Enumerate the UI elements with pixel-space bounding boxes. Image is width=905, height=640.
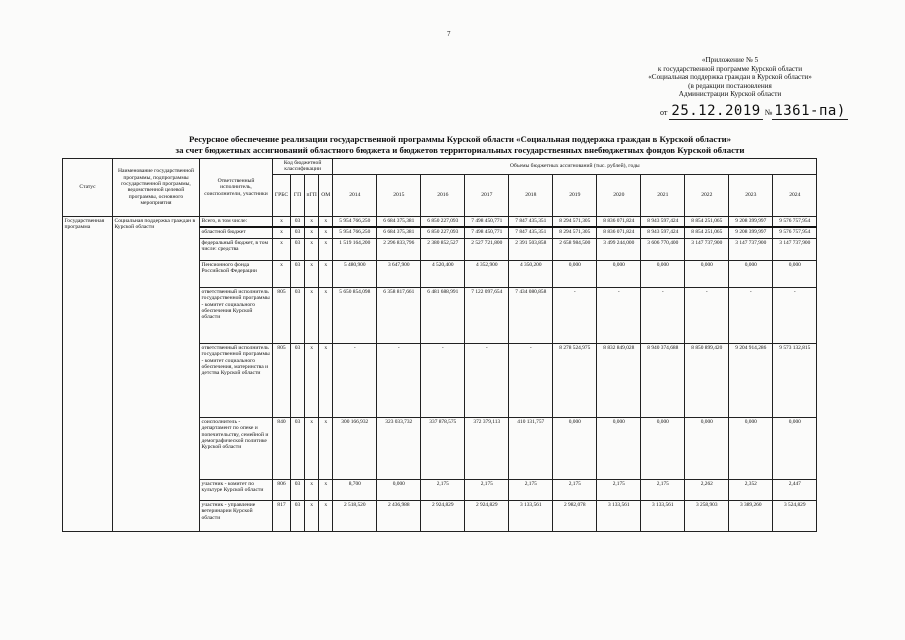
code-cell: x — [305, 500, 319, 531]
code-cell: x — [305, 417, 319, 479]
executor-cell: Всего, в том числе: — [200, 216, 273, 227]
value-cell: 7 122 097,654 — [465, 287, 509, 343]
value-cell: 2 380 852,527 — [421, 238, 465, 260]
value-cell: - — [641, 287, 685, 343]
value-cell: 4 520,400 — [421, 260, 465, 287]
code-cell: x — [305, 216, 319, 227]
table-row — [63, 216, 817, 227]
value-cell: - — [685, 287, 729, 343]
executor-cell: федеральный бюджет, в том числе: средства — [200, 238, 273, 260]
value-cell: 0,000 — [729, 260, 773, 287]
code-cell: 03 — [291, 479, 305, 500]
value-cell: 8 940 374,688 — [641, 343, 685, 417]
value-cell: 2 436,988 — [377, 500, 421, 531]
value-cell: 8 278 524,975 — [553, 343, 597, 417]
code-cell: x — [305, 343, 319, 417]
value-cell: 6 850 227,093 — [421, 227, 465, 238]
appendix-line: «Приложение № 5 — [701, 56, 759, 64]
header-executor: Ответственный исполнитель, соисполнители, участники — [200, 159, 273, 217]
value-cell: 0,000 — [729, 417, 773, 479]
header-year: 2020 — [597, 174, 641, 216]
resolution-date-line — [660, 103, 848, 120]
value-cell: 3 133,561 — [597, 500, 641, 531]
value-cell: 300 166,932 — [333, 417, 377, 479]
code-cell: x — [319, 287, 333, 343]
value-cell: - — [333, 343, 377, 417]
value-cell: 7 847 435,351 — [509, 216, 553, 227]
value-cell: 0,000 — [773, 417, 817, 479]
header-year: 2019 — [553, 174, 597, 216]
value-cell: 410 131,757 — [509, 417, 553, 479]
code-cell: 03 — [291, 343, 305, 417]
value-cell: 2 296 833,796 — [377, 238, 421, 260]
value-cell: 3 147 737,900 — [773, 238, 817, 260]
value-cell: - — [597, 287, 641, 343]
code-cell: x — [273, 260, 291, 287]
appendix-line: «Социальная поддержка граждан в Курской области» — [648, 73, 812, 82]
executor-cell: Пенсионного фонда Российской Федерации — [200, 260, 273, 287]
header-code: пГП — [305, 174, 319, 216]
header-year: 2021 — [641, 174, 685, 216]
value-cell: 6 850 227,093 — [421, 216, 465, 227]
value-cell: 8,700 — [333, 479, 377, 500]
code-cell: x — [319, 260, 333, 287]
value-cell: 8 854 251,065 — [685, 216, 729, 227]
header-year: 2023 — [729, 174, 773, 216]
value-cell: 3 606 770,400 — [641, 238, 685, 260]
value-cell: 0,000 — [553, 417, 597, 479]
document-title — [110, 134, 810, 155]
code-cell: x — [273, 238, 291, 260]
value-cell: 323 033,732 — [377, 417, 421, 479]
value-cell: 8 836 071,824 — [597, 227, 641, 238]
value-cell: 0,000 — [597, 417, 641, 479]
value-cell: 2 527 721,800 — [465, 238, 509, 260]
value-cell: 8 832 849,028 — [597, 343, 641, 417]
header-year: 2015 — [377, 174, 421, 216]
budget-table — [62, 158, 817, 532]
value-cell: 5 954 766,250 — [333, 216, 377, 227]
value-cell: 0,000 — [773, 260, 817, 287]
value-cell: 2,175 — [509, 479, 553, 500]
page-number: 7 — [447, 30, 451, 38]
value-cell: 8 294 571,305 — [553, 227, 597, 238]
value-cell: 337 878,575 — [421, 417, 465, 479]
header-year: 2022 — [685, 174, 729, 216]
value-cell: 9 576 757,954 — [773, 227, 817, 238]
code-cell: 805 — [273, 287, 291, 343]
executor-cell: соисполнитель - департамент по опеке и попечительству, семейной и демографической политике Курской области — [200, 417, 273, 479]
value-cell: 2,262 — [685, 479, 729, 500]
value-cell: 6 684 375,381 — [377, 227, 421, 238]
value-cell: 2,175 — [641, 479, 685, 500]
code-cell: 03 — [291, 238, 305, 260]
value-cell: 2,175 — [465, 479, 509, 500]
value-cell: 2 658 984,500 — [553, 238, 597, 260]
value-cell: - — [509, 343, 553, 417]
value-cell: 7 498 450,771 — [465, 216, 509, 227]
value-cell: 6 684 375,381 — [377, 216, 421, 227]
executor-cell: ответственный исполнитель государственной программы - комитет социального обеспечения Курской области — [200, 287, 273, 343]
value-cell: 3 647,900 — [377, 260, 421, 287]
value-cell: 2 982,078 — [553, 500, 597, 531]
number-prefix: № — [764, 108, 773, 117]
header-status: Статус — [63, 159, 113, 217]
resolution-number: 1361-па) — [774, 103, 846, 119]
value-cell: 4 352,900 — [465, 260, 509, 287]
date-prefix: от — [660, 108, 668, 117]
value-cell: - — [773, 287, 817, 343]
code-cell: x — [319, 227, 333, 238]
header-code: ГРБС — [273, 174, 291, 216]
executor-cell: областной бюджет — [200, 227, 273, 238]
value-cell: 6 358 817,661 — [377, 287, 421, 343]
code-cell: x — [319, 238, 333, 260]
appendix-line: к государственной программе Курской области — [657, 64, 803, 73]
title-line-1: Ресурсное обеспечение реализации государственной программы Курской области «Социальная поддержка граждан в Курской области» — [188, 134, 732, 144]
value-cell: 0,000 — [641, 260, 685, 287]
value-cell: 2,175 — [421, 479, 465, 500]
code-cell: x — [305, 260, 319, 287]
header-codes-group: Код бюджетной классификации — [273, 159, 333, 175]
code-cell: x — [305, 227, 319, 238]
value-cell: 0,000 — [597, 260, 641, 287]
code-cell: 03 — [291, 216, 305, 227]
header-year: 2016 — [421, 174, 465, 216]
executor-cell: участник - комитет по культуре Курской области — [200, 479, 273, 500]
value-cell: 9 208 399,997 — [729, 227, 773, 238]
header-year: 2024 — [773, 174, 817, 216]
value-cell: 9 573 132,815 — [773, 343, 817, 417]
value-cell: 9 208 399,997 — [729, 216, 773, 227]
header-name: Наименование государственной программы, подпрограммы государственной программы, ведомственной целевой программы, основного мероприятия — [113, 159, 200, 217]
value-cell: 3 389,260 — [729, 500, 773, 531]
code-cell: x — [319, 479, 333, 500]
code-cell: x — [319, 500, 333, 531]
value-cell: 9 576 757,954 — [773, 216, 817, 227]
value-cell: 2 518,520 — [333, 500, 377, 531]
code-cell: 840 — [273, 417, 291, 479]
executor-cell: ответственный исполнитель государственной программы - комитет социального обеспечения, материнства и детства Курской области — [200, 343, 273, 417]
value-cell: 2 391 503,858 — [509, 238, 553, 260]
value-cell: 7 498 450,771 — [465, 227, 509, 238]
value-cell: 8 836 071,824 — [597, 216, 641, 227]
executor-cell: участник - управление ветеринарии Курской области — [200, 500, 273, 531]
value-cell: 7 847 435,351 — [509, 227, 553, 238]
appendix-line: Администрации Курской области — [678, 90, 782, 99]
value-cell: 4 350,200 — [509, 260, 553, 287]
value-cell: 8 850 899,420 — [685, 343, 729, 417]
value-cell: 2 924,829 — [421, 500, 465, 531]
code-cell: 03 — [291, 500, 305, 531]
code-cell: 03 — [291, 227, 305, 238]
status-cell: Государственная программа — [63, 216, 113, 531]
code-cell: 03 — [291, 260, 305, 287]
value-cell: 8 854 251,065 — [685, 227, 729, 238]
value-cell: 7 434 080,858 — [509, 287, 553, 343]
value-cell: 5 480,900 — [333, 260, 377, 287]
value-cell: 2,447 — [773, 479, 817, 500]
code-cell: 03 — [291, 417, 305, 479]
value-cell: 3 499 244,000 — [597, 238, 641, 260]
value-cell: 9 204 914,286 — [729, 343, 773, 417]
value-cell: 372 379,113 — [465, 417, 509, 479]
value-cell: 2,175 — [597, 479, 641, 500]
code-cell: 805 — [273, 343, 291, 417]
value-cell: 5 650 854,098 — [333, 287, 377, 343]
code-cell: 817 — [273, 500, 291, 531]
value-cell: 0,000 — [377, 479, 421, 500]
value-cell: 0,000 — [685, 260, 729, 287]
code-cell: x — [305, 238, 319, 260]
value-cell: 3 524,829 — [773, 500, 817, 531]
appendix-line: (в редакции постановления — [688, 81, 772, 90]
code-cell: x — [319, 343, 333, 417]
value-cell: 0,000 — [685, 417, 729, 479]
value-cell: 2 924,829 — [465, 500, 509, 531]
value-cell: 5 954 766,250 — [333, 227, 377, 238]
value-cell: 3 133,561 — [509, 500, 553, 531]
value-cell: 0,000 — [553, 260, 597, 287]
code-cell: x — [305, 479, 319, 500]
header-code: ГП — [291, 174, 305, 216]
code-cell: 03 — [291, 287, 305, 343]
value-cell: 3 258,903 — [685, 500, 729, 531]
appendix-block — [610, 56, 850, 99]
value-cell: 6 481 688,991 — [421, 287, 465, 343]
value-cell: 8 943 597,424 — [641, 216, 685, 227]
title-line-2: за счет бюджетных ассигнований областного бюджета и бюджетов территориальных государственных внебюджетных фондов Курской области — [175, 144, 745, 155]
header-year: 2014 — [333, 174, 377, 216]
value-cell: 2,352 — [729, 479, 773, 500]
code-cell: x — [273, 227, 291, 238]
program-name-cell: Социальная поддержка граждан в Курской области — [113, 216, 200, 531]
resolution-date: 25.12.2019 — [671, 103, 761, 119]
value-cell: 0,000 — [641, 417, 685, 479]
value-cell: - — [421, 343, 465, 417]
value-cell: 3 147 737,900 — [685, 238, 729, 260]
value-cell: - — [377, 343, 421, 417]
header-code: ОМ — [319, 174, 333, 216]
header-year: 2018 — [509, 174, 553, 216]
code-cell: x — [319, 216, 333, 227]
value-cell: 2,175 — [553, 479, 597, 500]
header-year: 2017 — [465, 174, 509, 216]
value-cell: 3 147 737,900 — [729, 238, 773, 260]
code-cell: x — [319, 417, 333, 479]
code-cell: 806 — [273, 479, 291, 500]
code-cell: x — [273, 216, 291, 227]
value-cell: 3 133,561 — [641, 500, 685, 531]
code-cell: x — [305, 287, 319, 343]
value-cell: 1 519 164,200 — [333, 238, 377, 260]
value-cell: - — [465, 343, 509, 417]
value-cell: 8 943 597,424 — [641, 227, 685, 238]
header-volumes-group: Объемы бюджетных ассигнований (тыс. рублей), годы — [333, 159, 817, 175]
value-cell: - — [729, 287, 773, 343]
value-cell: 8 294 571,305 — [553, 216, 597, 227]
value-cell: - — [553, 287, 597, 343]
